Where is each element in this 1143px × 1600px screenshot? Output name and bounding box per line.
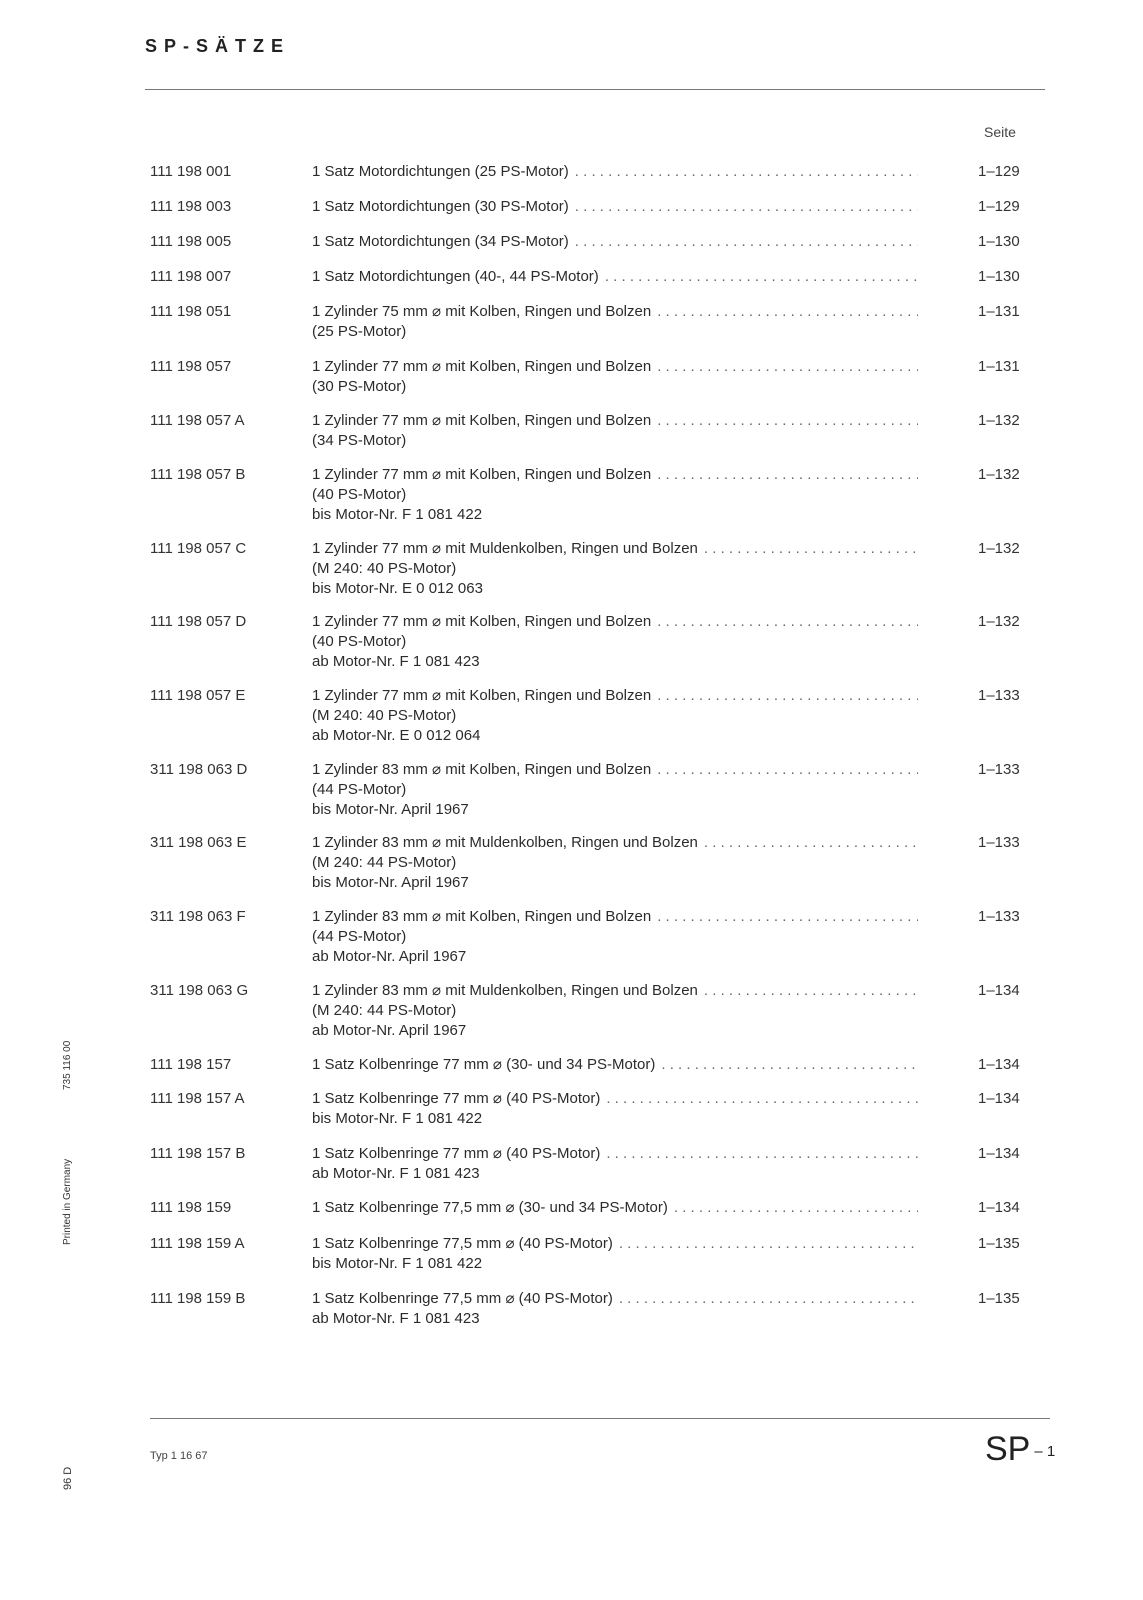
page-reference: 1–134 <box>978 982 1020 999</box>
part-description <box>312 1234 912 1274</box>
dot-leader <box>657 357 918 377</box>
description-line <box>312 197 912 217</box>
dot-leader <box>605 267 918 287</box>
printed-in-germany: Printed in Germany <box>62 1158 73 1245</box>
description-text: 1 Zylinder 77 mm ⌀ mit Kolben, Ringen und Bolzen <box>312 613 652 630</box>
description-text: ab Motor-Nr. F 1 081 423 <box>312 1310 480 1327</box>
description-text: 1 Satz Motordichtungen (25 PS-Motor) <box>312 163 569 180</box>
dot-leader <box>575 232 918 252</box>
description-line <box>312 706 912 726</box>
part-number: 111 198 159 <box>150 1199 232 1216</box>
description-text: ab Motor-Nr. April 1967 <box>312 1022 467 1039</box>
description-text: (40 PS-Motor) <box>312 633 407 650</box>
description-line <box>312 833 912 853</box>
description-line <box>312 431 912 451</box>
part-number: 111 198 007 <box>150 268 232 285</box>
dot-leader <box>575 162 918 182</box>
part-description <box>312 1089 912 1129</box>
page-title: SP-SÄTZE <box>145 36 291 56</box>
description-line <box>312 1254 912 1274</box>
part-description <box>312 1144 912 1184</box>
page-reference: 1–132 <box>978 412 1020 429</box>
dot-leader <box>619 1234 918 1254</box>
description-line <box>312 612 912 632</box>
page-reference: 1–134 <box>978 1145 1020 1162</box>
part-number: 111 198 003 <box>150 198 232 215</box>
part-number: 111 198 005 <box>150 233 232 250</box>
description-text: 1 Zylinder 83 mm ⌀ mit Kolben, Ringen und Bolzen <box>312 761 652 778</box>
description-text: 1 Satz Motordichtungen (40-, 44 PS-Motor) <box>312 268 599 285</box>
description-line <box>312 302 912 322</box>
part-description <box>312 539 912 599</box>
page-reference: 1–131 <box>978 303 1020 320</box>
description-line <box>312 981 912 1001</box>
description-text: ab Motor-Nr. F 1 081 423 <box>312 653 480 670</box>
description-text: 1 Zylinder 83 mm ⌀ mit Kolben, Ringen und Bolzen <box>312 908 652 925</box>
part-description <box>312 465 912 525</box>
part-number: 111 198 057 C <box>150 540 247 557</box>
description-text: bis Motor-Nr. April 1967 <box>312 874 469 891</box>
description-text: 1 Satz Motordichtungen (30 PS-Motor) <box>312 198 569 215</box>
description-text: 1 Zylinder 75 mm ⌀ mit Kolben, Ringen und Bolzen <box>312 303 652 320</box>
part-number: 111 198 157 <box>150 1056 232 1073</box>
part-description <box>312 981 912 1041</box>
part-number: 311 198 063 E <box>150 834 247 851</box>
page-reference: 1–134 <box>978 1090 1020 1107</box>
description-text: 1 Zylinder 77 mm ⌀ mit Kolben, Ringen und Bolzen <box>312 358 652 375</box>
dot-leader <box>657 411 918 431</box>
part-number: 111 198 159 A <box>150 1235 245 1252</box>
description-line <box>312 357 912 377</box>
description-text: bis Motor-Nr. E 0 012 063 <box>312 580 483 597</box>
top-divider <box>145 89 1045 90</box>
page-reference: 1–129 <box>978 198 1020 215</box>
description-text: ab Motor-Nr. E 0 012 064 <box>312 727 481 744</box>
description-text: (M 240: 44 PS-Motor) <box>312 854 457 871</box>
part-description <box>312 1055 912 1075</box>
description-text: (34 PS-Motor) <box>312 432 407 449</box>
part-number: 111 198 157 A <box>150 1090 245 1107</box>
page-reference: 1–135 <box>978 1235 1020 1252</box>
description-line <box>312 947 912 967</box>
description-line <box>312 377 912 397</box>
footer-page-suffix: – 1 <box>1034 1442 1056 1460</box>
description-line <box>312 726 912 746</box>
part-description <box>312 907 912 967</box>
description-line <box>312 1289 912 1309</box>
page-reference: 1–133 <box>978 908 1020 925</box>
dot-leader <box>674 1198 918 1218</box>
part-number: 111 198 051 <box>150 303 232 320</box>
description-line <box>312 579 912 599</box>
page-reference: 1–131 <box>978 358 1020 375</box>
dot-leader <box>657 760 918 780</box>
dot-leader <box>606 1144 918 1164</box>
description-line <box>312 485 912 505</box>
footer-section: SP <box>985 1430 1031 1468</box>
part-description <box>312 267 912 287</box>
description-text: 1 Zylinder 77 mm ⌀ mit Muldenkolben, Ringen und Bolzen <box>312 540 698 557</box>
dot-leader <box>606 1089 918 1109</box>
part-number: 311 198 063 F <box>150 908 246 925</box>
description-text: 1 Zylinder 77 mm ⌀ mit Kolben, Ringen und Bolzen <box>312 466 652 483</box>
description-text: (25 PS-Motor) <box>312 323 407 340</box>
description-text: 1 Satz Kolbenringe 77 mm ⌀ (40 PS-Motor) <box>312 1090 601 1107</box>
description-line <box>312 632 912 652</box>
part-number: 111 198 001 <box>150 163 232 180</box>
part-description <box>312 686 912 746</box>
description-text: ab Motor-Nr. April 1967 <box>312 948 467 965</box>
description-line <box>312 686 912 706</box>
description-line <box>312 853 912 873</box>
part-description <box>312 302 912 342</box>
description-line <box>312 1001 912 1021</box>
description-text: (44 PS-Motor) <box>312 781 407 798</box>
description-line <box>312 1055 912 1075</box>
description-line <box>312 505 912 525</box>
description-text: bis Motor-Nr. F 1 081 422 <box>312 506 483 523</box>
part-number: 111 198 057 D <box>150 613 247 630</box>
dot-leader <box>657 465 918 485</box>
description-line <box>312 559 912 579</box>
page-reference: 1–130 <box>978 268 1020 285</box>
description-text: (M 240: 40 PS-Motor) <box>312 707 457 724</box>
page-reference: 1–134 <box>978 1056 1020 1073</box>
part-description <box>312 833 912 893</box>
description-text: 1 Satz Kolbenringe 77,5 mm ⌀ (40 PS-Motor) <box>312 1235 613 1252</box>
edition-code: 96 D <box>62 1466 74 1490</box>
bottom-divider <box>150 1418 1050 1419</box>
description-text: (40 PS-Motor) <box>312 486 407 503</box>
description-text: (44 PS-Motor) <box>312 928 407 945</box>
part-description <box>312 232 912 252</box>
page-reference: 1–133 <box>978 761 1020 778</box>
page-reference: 1–132 <box>978 466 1020 483</box>
description-line <box>312 652 912 672</box>
part-number: 311 198 063 D <box>150 761 248 778</box>
description-line <box>312 465 912 485</box>
description-text: 1 Satz Kolbenringe 77,5 mm ⌀ (40 PS-Motor) <box>312 1290 613 1307</box>
description-text: 1 Zylinder 77 mm ⌀ mit Kolben, Ringen und Bolzen <box>312 687 652 704</box>
description-line <box>312 1144 912 1164</box>
part-description <box>312 612 912 672</box>
dot-leader <box>657 686 918 706</box>
description-line <box>312 1234 912 1254</box>
dot-leader <box>619 1289 918 1309</box>
part-number: 111 198 057 <box>150 358 232 375</box>
part-description <box>312 411 912 451</box>
part-number: 311 198 063 G <box>150 982 249 999</box>
dot-leader <box>704 981 918 1001</box>
dot-leader <box>657 302 918 322</box>
description-text: (M 240: 44 PS-Motor) <box>312 1002 457 1019</box>
page-reference: 1–132 <box>978 613 1020 630</box>
footer-type-label: Typ 1 16 67 <box>150 1450 208 1462</box>
footer-page-number <box>985 1430 1055 1469</box>
description-line <box>312 1109 912 1129</box>
page-reference: 1–133 <box>978 834 1020 851</box>
part-number: 111 198 157 B <box>150 1145 246 1162</box>
dot-leader <box>661 1055 918 1075</box>
description-line <box>312 1164 912 1184</box>
description-line <box>312 539 912 559</box>
dot-leader <box>575 197 918 217</box>
dot-leader <box>657 907 918 927</box>
description-line <box>312 780 912 800</box>
description-text: 1 Satz Motordichtungen (34 PS-Motor) <box>312 233 569 250</box>
part-description <box>312 197 912 217</box>
part-description <box>312 162 912 182</box>
part-description <box>312 760 912 820</box>
description-text: 1 Zylinder 77 mm ⌀ mit Kolben, Ringen und Bolzen <box>312 412 652 429</box>
description-line <box>312 873 912 893</box>
description-text: 1 Satz Kolbenringe 77,5 mm ⌀ (30- und 34 PS-Motor) <box>312 1199 668 1216</box>
description-text: (M 240: 40 PS-Motor) <box>312 560 457 577</box>
description-text: 1 Satz Kolbenringe 77 mm ⌀ (40 PS-Motor) <box>312 1145 601 1162</box>
description-line <box>312 1089 912 1109</box>
description-text: bis Motor-Nr. F 1 081 422 <box>312 1110 483 1127</box>
description-line <box>312 1198 912 1218</box>
description-text: (30 PS-Motor) <box>312 378 407 395</box>
page-reference: 1–134 <box>978 1199 1020 1216</box>
description-text: 1 Zylinder 83 mm ⌀ mit Muldenkolben, Ringen und Bolzen <box>312 834 698 851</box>
description-line <box>312 232 912 252</box>
document-code: 735 116 00 <box>62 1040 73 1090</box>
page-reference: 1–135 <box>978 1290 1020 1307</box>
description-line <box>312 927 912 947</box>
description-line <box>312 907 912 927</box>
dot-leader <box>704 833 918 853</box>
part-description <box>312 357 912 397</box>
description-text: 1 Satz Kolbenringe 77 mm ⌀ (30- und 34 PS-Motor) <box>312 1056 656 1073</box>
description-line <box>312 800 912 820</box>
description-text: ab Motor-Nr. F 1 081 423 <box>312 1165 480 1182</box>
page-reference: 1–130 <box>978 233 1020 250</box>
description-text: 1 Zylinder 83 mm ⌀ mit Muldenkolben, Ringen und Bolzen <box>312 982 698 999</box>
description-line <box>312 760 912 780</box>
part-description <box>312 1198 912 1218</box>
part-number: 111 198 057 E <box>150 687 246 704</box>
part-number: 111 198 159 B <box>150 1290 246 1307</box>
dot-leader <box>657 612 918 632</box>
part-description <box>312 1289 912 1329</box>
dot-leader <box>704 539 918 559</box>
description-line <box>312 162 912 182</box>
description-line <box>312 1021 912 1041</box>
page-reference: 1–129 <box>978 163 1020 180</box>
description-line <box>312 1309 912 1329</box>
description-line <box>312 322 912 342</box>
part-number: 111 198 057 B <box>150 466 246 483</box>
page-reference: 1–132 <box>978 540 1020 557</box>
part-number: 111 198 057 A <box>150 412 245 429</box>
description-text: bis Motor-Nr. April 1967 <box>312 801 469 818</box>
seite-column-header: Seite <box>984 124 1016 140</box>
page-reference: 1–133 <box>978 687 1020 704</box>
description-text: bis Motor-Nr. F 1 081 422 <box>312 1255 483 1272</box>
description-line <box>312 267 912 287</box>
description-line <box>312 411 912 431</box>
